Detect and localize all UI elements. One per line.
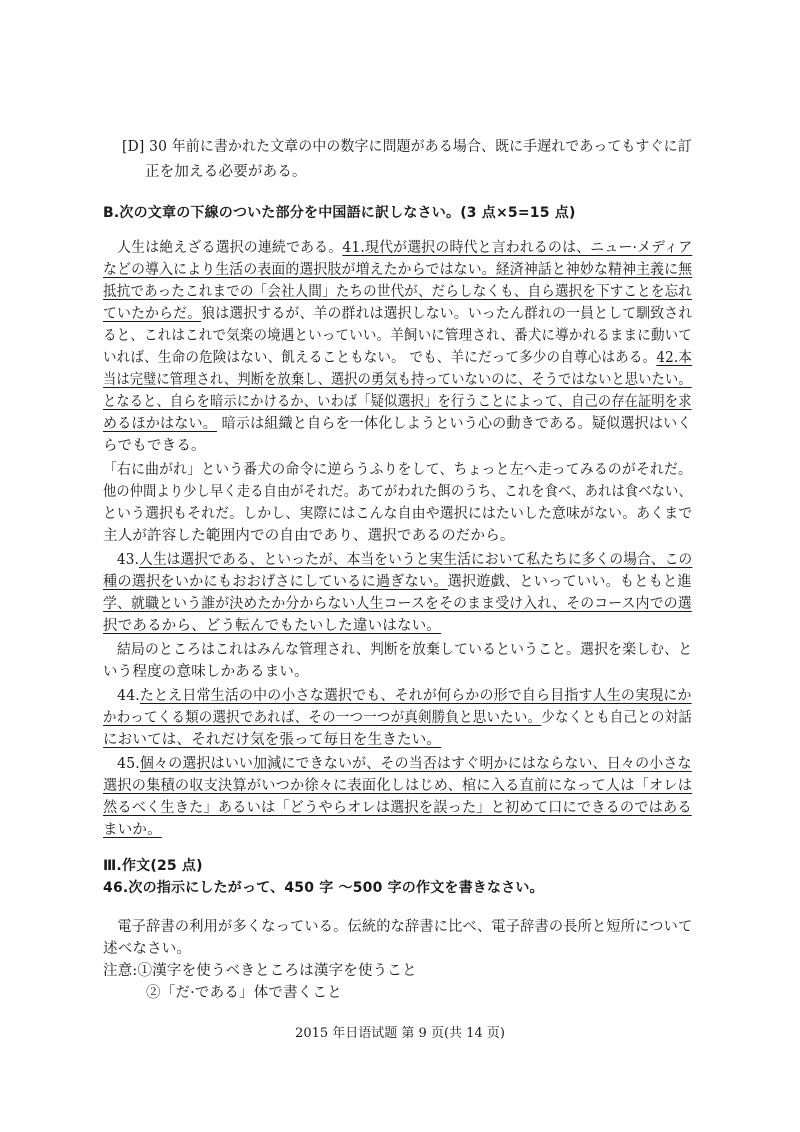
underlined-text: たとえ日常生活の中の小さな選択でも、それが何らかの形で自ら目指す人生の実現にか [139,688,692,704]
passage-line: かわってくる類の選択であれば、その一つ一つが真剣勝負と思いたい。少なくとも自己との対話 [103,710,692,726]
underlined-text: 選択の集積の収支決算がいつか徐々に表面化しはじめ、棺に入る直前になって人は「オレは [103,778,693,794]
passage-line [103,730,441,750]
passage-line: ると、これはこれで気楽の境遇といっていい。羊飼いに管理され、番犬に導かれるままに動いて [103,328,692,344]
passage-line [103,820,162,840]
underlined-text: ていたからだ。 [103,306,202,322]
underlined-text: 然るべく生きた」あるいは「どうやらオレは選択を誤った」と初めて口にできるのではある [103,800,692,816]
passage-line: いれば、生命の危険はない、飢えることもない。 でも、羊にだって多少の自尊心はある。42.本 [103,350,693,366]
passage-line: らでもできる。 [103,438,206,454]
essay-prompt-line-2: 述べなさい。 [103,941,192,957]
underlined-text: においては、それだけ気を張って毎日を生きたい。 [103,732,442,748]
underlined-text: 当は完璧に管理され、判断を放棄し、選択の勇気も持っていないのに、そうではないと思いたい。 [103,372,692,388]
section-b-heading: B.次の文章の下線のついた部分を中国語に訳しなさい。(3 点×5=15 点) [103,205,576,221]
option-d-line-1: [D] 30 年前に書かれた文章の中の数字に問題がある場合、既に手遅れであってもすぐに訂 [122,139,692,155]
passage-line: 45.個々の選択はいい加減にできないが、その当否はすぐ明かにはならない、日々の小さな [103,756,692,772]
passage-line: 種の選択をいかにもおおげさにしているに過ぎない。選択遊戯、といっていい。もともと進 [103,574,692,590]
underlined-text: などの導入により生活の表面的選択肢が増えたからではない。経済神話と神妙な精神主義に無 [103,262,693,278]
essay-instruction: 46.次の指示にしたがって、450 字 ～500 字の作文を書きなさい。 [103,880,544,896]
passage-line: 「右に曲がれ」という番犬の命令に逆らうふりをして、ちょっと左へ走ってみるのがそれだ。 [103,462,693,478]
underlined-text: 択であるから、どう転んでもたいした違いはない。 [103,618,442,634]
essay-note-1: 注意:①漢字を使うべきところは漢字を使うこと [103,963,417,979]
passage-line [103,594,692,614]
passage-line: 他の仲間より少し早く走る自由がそれだ。あてがわれた餌のうち、これを食べ、あれは食べない、 [103,484,692,500]
underlined-text: 個々の選択はいい加減にできないが、その当否はすぐ明かにはならない、日々の小さな [139,756,692,772]
underlined-text: 種の選択をいかにもおおげさにしているに過ぎない。 [103,574,448,590]
passage-line [103,392,692,412]
passage-line [103,798,692,818]
passage-line: 43.人生は選択である、といったが、本当をいうと実生活において私たちに多くの場合、この [103,552,693,568]
underlined-text: 抵抗であったこれまでの「会社人間」たちの世代が、だらしなくも、自ら選択を下すことを忘れ [103,284,692,300]
passage-line [103,370,692,390]
passage-line [103,260,692,280]
passage-line: 人生は絶えざる選択の連続である。41.現代が選択の時代と言われるのは、ニュー·メディア [103,240,693,256]
passage-line: ていたからだ。狼は選択するが、羊の群れは選択しない。いったん群れの一員として馴致され [103,306,693,322]
passage-line [103,776,692,796]
passage-line: という選択もそれだ。しかし、実際にはこんな自由や選択にはたいした意味がない。あくまで [103,506,693,522]
page-footer: 2015 年日语试题 第 9 页(共 14 页) [295,1026,505,1041]
essay-note-2: ②「だ·である」体で書くこと [146,985,342,1001]
essay-prompt-line-1: 電子辞書の利用が多くなっている。伝統的な辞書に比べ、電子辞書の長所と短所について [103,919,693,935]
passage-line: 主人が許容した範囲内での自由であり、選択であるのだから。 [103,528,515,544]
underlined-text: となると、自らを暗示にかけるか、いわば「疑似選択」を行うことによって、自己の存在証明を求 [103,394,692,410]
passage-line: いう程度の意味しかあるまい。 [103,664,309,680]
underlined-text: 42.本 [656,350,693,366]
passage-line: 44.たとえ日常生活の中の小さな選択でも、それが何らかの形で自ら目指す人生の実現にか [103,688,692,704]
underlined-text: 学、就職という誰が決めたか分からない人生コースをそのまま受け入れ、そのコース内での選 [103,596,692,612]
underlined-text: めるほかはない。 [103,416,217,432]
underlined-text: まいか。 [103,822,162,838]
option-d-line-2: 正を加える必要がある。 [145,164,307,180]
passage-line: 結局のところはこれはみんな管理され、判断を放棄しているということ。選択を楽しむ、と [103,642,693,658]
underlined-text: かわってくる類の選択であれば、その一つ一つが真剣勝負と思いたい。 [103,710,542,726]
section-3-heading: Ⅲ.作文(25 点) [103,858,203,874]
underlined-text: 41.現代が選択の時代と言われるのは、ニュー·メディア [342,240,693,256]
passage-line [103,282,692,302]
passage-line [103,616,441,636]
passage-line: めるほかはない。 暗示は組織と自らを一体化しようという心の動きである。疑似選択はいく [103,416,692,432]
underlined-text: 人生は選択である、といったが、本当をいうと実生活において私たちに多くの場合、この [139,552,693,568]
